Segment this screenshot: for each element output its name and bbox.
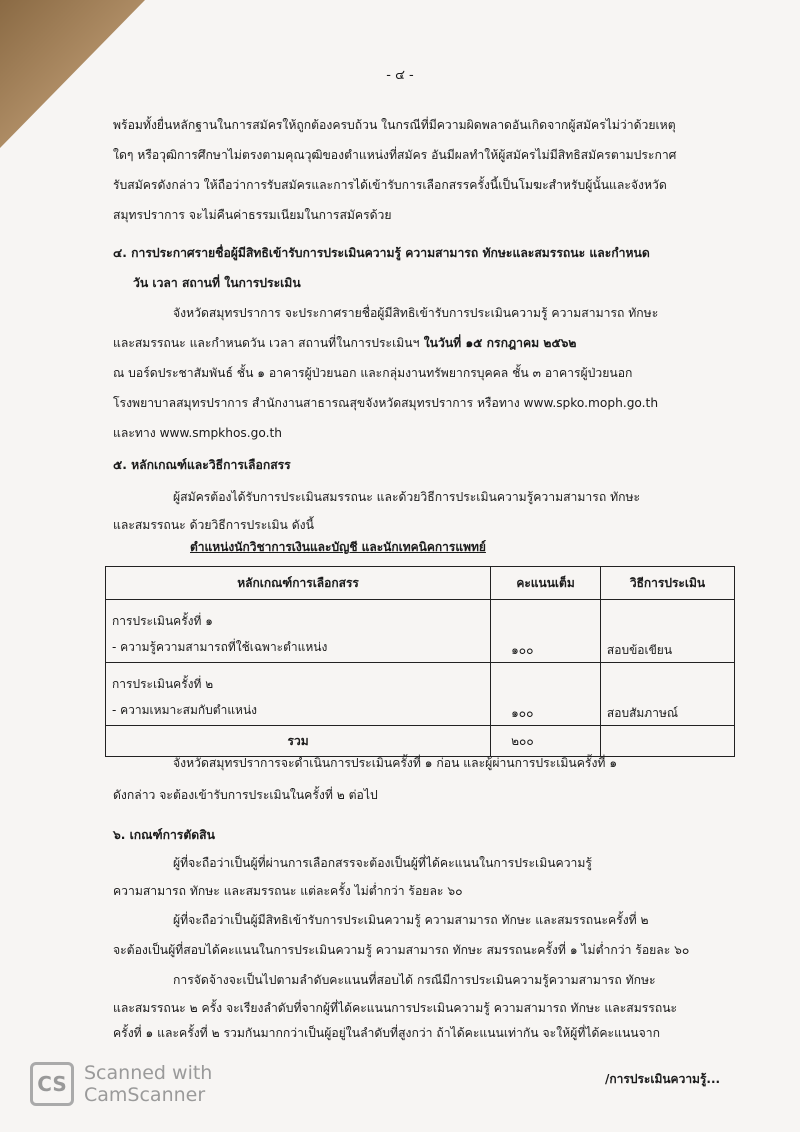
section5-after: จังหวัดสมุทรปราการจะดำเนินการประเมินครั้งที่ ๑ ก่อน และผู้ผ่านการประเมินครั้งที่ ๑: [173, 756, 618, 770]
intro-line: สมุทรปราการ จะไม่คืนค่าธรรมเนียมในการสมัครด้วย: [113, 208, 392, 222]
section5-line: และสมรรถนะ ด้วยวิธีการประเมิน ดังนี้: [113, 518, 314, 532]
page-number: - ๔ -: [386, 68, 414, 83]
section6-line: จะต้องเป็นผู้ที่สอบได้คะแนนในการประเมินความรู้ ความสามารถ ทักษะ สมรรถนะครั้งที่ ๑ ไม่ต่ำกว่า ร้อยละ ๖๐: [113, 943, 690, 957]
section6-line: ผู้ที่จะถือว่าเป็นผู้มีสิทธิเข้ารับการประเมินความรู้ ความสามารถ ทักษะ และสมรรถนะครั้งที่ ๒: [173, 913, 649, 927]
table-header-row: [106, 567, 735, 600]
table-total-row: รวม ๒๐๐: [106, 726, 735, 757]
section4-line: ณ บอร์ดประชาสัมพันธ์ ชั้น ๑ อาคารผู้ป่วยนอก และกลุ่มงานทรัพยากรบุคคล ชั้น ๓ อาคารผู้ป่วยนอก: [113, 366, 633, 380]
camscanner-logo-icon: CS: [30, 1062, 74, 1106]
section4-line: โรงพยาบาลสมุทรปราการ สำนักงานสาธารณสุขจังหวัดสมุทรปราการ หรือทาง www.spko.moph.go.th: [113, 396, 659, 410]
section5-after: ดังกล่าว จะต้องเข้ารับการประเมินในครั้งที่ ๒ ต่อไป: [113, 788, 378, 802]
section6-line: ความสามารถ ทักษะ และสมรรถนะ แต่ละครั้ง ไม่ต่ำกว่า ร้อยละ ๖๐: [113, 884, 463, 898]
criteria-table: [105, 566, 735, 757]
continuation-note: /การประเมินความรู้...: [605, 1072, 721, 1086]
section4-line: และสมรรถนะ และกำหนดวัน เวลา สถานที่ในการประเมินฯ ในวันที่ ๑๕ กรกฎาคม ๒๕๖๒: [113, 336, 577, 350]
header-method: วิธีการประเมิน: [600, 567, 734, 600]
section6-line: ผู้ที่จะถือว่าเป็นผู้ที่ผ่านการเลือกสรรจะต้องเป็นผู้ที่ได้คะแนนในการประเมินความรู้: [173, 856, 592, 870]
intro-line: ใดๆ หรือวุฒิการศึกษาไม่ตรงตามคุณวุฒิของตำแหน่งที่สมัคร อันมีผลทำให้ผู้สมัครไม่มีสิทธิสมัครตามประกาศ: [113, 148, 677, 162]
section4-line: จังหวัดสมุทรปราการ จะประกาศรายชื่อผู้มีสิทธิเข้ารับการประเมินความรู้ ความสามารถ ทักษะ: [173, 306, 659, 320]
table-row: การประเมินครั้งที่ ๒ - ความเหมาะสมกับตำแหน่ง ๑๐๐ สอบสัมภาษณ์: [106, 663, 735, 726]
section4-line: และทาง www.smpkhos.go.th: [113, 426, 283, 440]
table-caption: ตำแหน่งนักวิชาการเงินและบัญชี และนักเทคนิคการแพทย์: [190, 540, 486, 554]
table-row: การประเมินครั้งที่ ๑ - ความรู้ความสามารถที่ใช้เฉพาะตำแหน่ง ๑๐๐ สอบข้อเขียน: [106, 600, 735, 663]
assessment-date: ในวันที่ ๑๕ กรกฎาคม ๒๕๖๒: [419, 336, 577, 350]
section6-line: ครั้งที่ ๑ และครั้งที่ ๒ รวมกันมากกว่าเป็นผู้อยู่ในลำดับที่สูงกว่า ถ้าได้คะแนนเท่ากัน จะให้ผู้ที่ได้คะแนนจาก: [113, 1026, 660, 1040]
camscanner-watermark: CS Scanned with CamScanner: [30, 1062, 212, 1106]
header-criteria: หลักเกณฑ์การเลือกสรร: [106, 567, 491, 600]
section6-line: และสมรรถนะ ๒ ครั้ง จะเรียงลำดับที่จากผู้ที่ได้คะแนนการประเมินความรู้ ความสามารถ ทักษะ และสมรรถนะ: [113, 1001, 678, 1015]
section6-line: การจัดจ้างจะเป็นไปตามลำดับคะแนนที่สอบได้ กรณีมีการประเมินความรู้ความสามารถ ทักษะ: [173, 973, 656, 987]
section4-heading-cont: วัน เวลา สถานที่ ในการประเมิน: [133, 276, 301, 290]
section4-heading: ๔. การประกาศรายชื่อผู้มีสิทธิเข้ารับการประเมินความรู้ ความสามารถ ทักษะและสมรรถนะ และกำหนด: [113, 246, 650, 260]
intro-line: รับสมัครดังกล่าว ให้ถือว่าการรับสมัครและการได้เข้ารับการเลือกสรรครั้งนี้เป็นโมฆะสำหรับผู้นั้นและจังหวัด: [113, 178, 667, 192]
intro-line: พร้อมทั้งยื่นหลักฐานในการสมัครให้ถูกต้องครบถ้วน ในกรณีที่มีความผิดพลาดอันเกิดจากผู้สมัครไม่ว่าด้วยเหตุ: [113, 118, 676, 132]
section5-line: ผู้สมัครต้องได้รับการประเมินสมรรถนะ และด้วยวิธีการประเมินความรู้ความสามารถ ทักษะ: [173, 490, 641, 504]
section6-heading: ๖. เกณฑ์การตัดสิน: [113, 828, 215, 842]
section5-heading: ๕. หลักเกณฑ์และวิธีการเลือกสรร: [113, 458, 291, 472]
header-full-score: คะแนนเต็ม: [491, 567, 601, 600]
